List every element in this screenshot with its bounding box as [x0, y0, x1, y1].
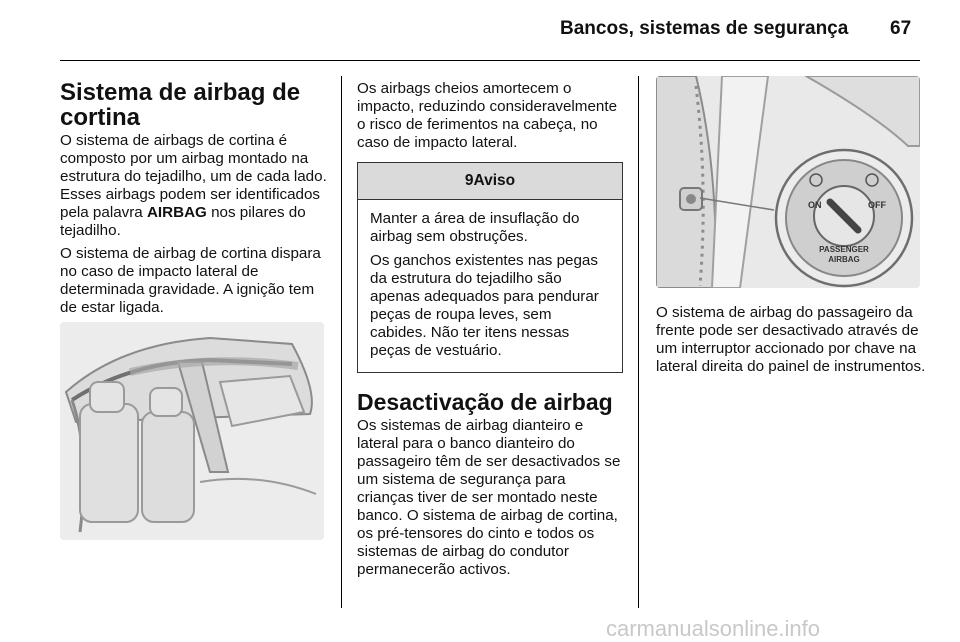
paragraph-deactivation: Os sistemas de airbag dianteiro e lateral para o banco dianteiro do passageiro têm de ser desactivados se um sistema de segurança para crianças tiver de ser montado neste banco. O sistema de airbag de cortina, os pré-tensores do cinto e todos os sistemas de airbag do condutor permanecerão activos. [357, 417, 621, 578]
page-number: 67 [890, 18, 912, 39]
text-span: O sistema de airbags de cortina é composto por um airbag montado na estrutura do tejadilho, um de cada lado. Esses airbags podem ser identificados pela palavra [60, 132, 327, 221]
switch-off-label: OFF [868, 200, 886, 210]
airbag-key-switch-drawing [656, 76, 920, 288]
airbag-label-bold: AIRBAG [146, 204, 207, 221]
warning-paragraph-2: Os ganchos existentes nas pegas da estrutura do tejadilho são apenas adequados para pendurar peças de roupa leves, sem cabides. Não ter itens nessas peças de vestuário. [370, 252, 599, 359]
header-divider [60, 60, 920, 61]
passenger-airbag-switch-illustration [656, 76, 920, 288]
section-heading-deactivation: Desactivação de airbag [357, 389, 613, 415]
text-span: nos pilares do tejadilho. [60, 204, 306, 239]
switch-on-label: ON [808, 200, 822, 210]
car-interior-drawing [60, 322, 324, 540]
curtain-airbag-illustration [60, 322, 324, 540]
switch-airbag-label: AIRBAG [828, 255, 860, 264]
column-1 [60, 80, 332, 322]
column-divider-1 [341, 76, 342, 608]
paragraph-passenger-switch: O sistema de airbag do passageiro da frente pode ser desactivado através de um interruptor accionado por chave na lateral direita do painel de instrumentos. [656, 304, 926, 375]
section-heading-curtain-airbag: Sistema de airbag de cortina [60, 79, 301, 131]
warning-box [357, 162, 623, 373]
warning-title: Aviso [473, 172, 516, 189]
warning-paragraph-1: Manter a área de insuflação do airbag sem obstruções. [370, 210, 580, 245]
paragraph-curtain-trigger: O sistema de airbag de cortina dispara no caso de impacto lateral de determinada gravidade. A ignição tem de estar ligada. [60, 245, 321, 316]
paragraph-curtain-description [60, 132, 332, 240]
column-2 [357, 80, 623, 584]
column-divider-2 [638, 76, 639, 608]
warning-header [358, 163, 622, 200]
column-3 [656, 304, 926, 381]
switch-passenger-label: PASSENGER [819, 245, 869, 254]
warning-body [358, 200, 622, 372]
watermark: carmanualsonline.info [606, 616, 821, 641]
paragraph-airbag-cushion: Os airbags cheios amortecem o impacto, reduzindo consideravelmente o risco de ferimentos na cabeça, no caso de impacto lateral. [357, 80, 618, 151]
warning-icon: 9 [464, 172, 474, 189]
page-header-title: Bancos, sistemas de segurança [560, 18, 849, 39]
